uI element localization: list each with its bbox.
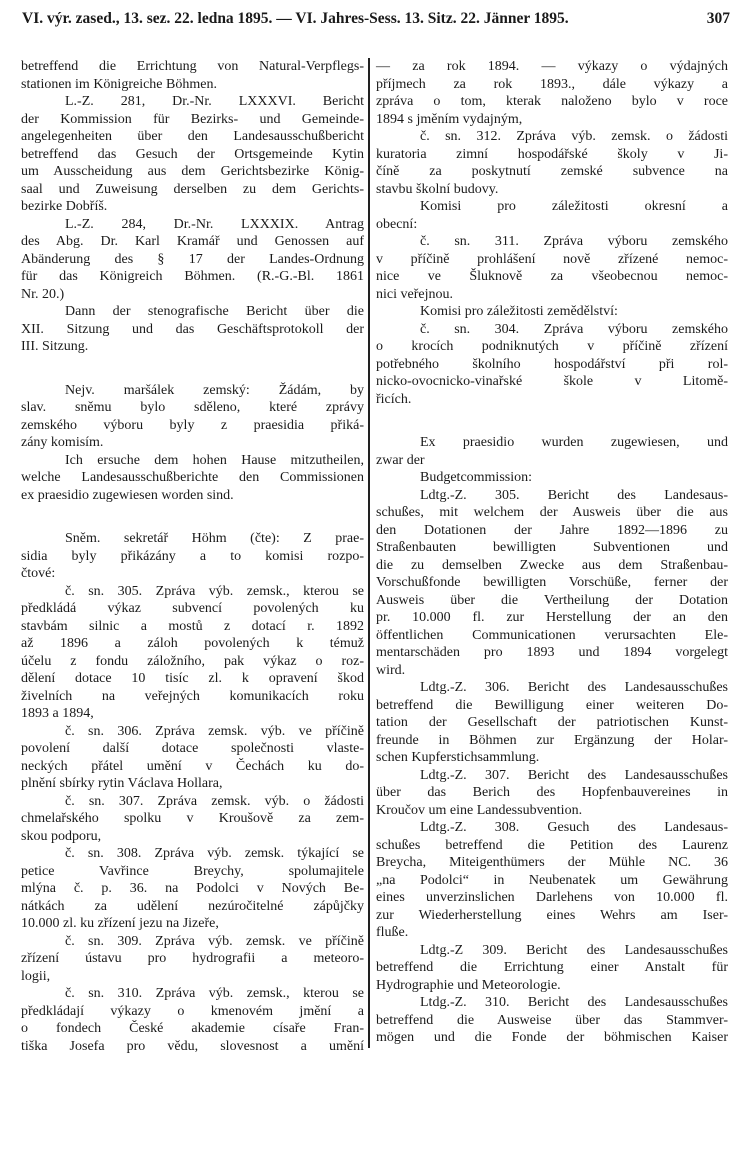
text-line: předkládají výkazy o kmenovém jmění a: [21, 1003, 364, 1019]
text-line: skou podporu,: [21, 828, 102, 844]
paragraph: [376, 128, 728, 198]
text-line: „na Podolci“ in Neubenatek um Gewährung: [376, 872, 728, 888]
header-title: VI. výr. zased., 13. sez. 22. ledna 1895. — VI. Jahres-Sess. 13. Sitz. 22. Jänner 1895.: [22, 10, 569, 27]
text-line: bezirke Dobříš.: [21, 199, 108, 214]
text-line: kuratoria zimní hospodářské školy v Ji-: [376, 146, 728, 162]
text-line: wird.: [376, 662, 406, 678]
text-line: Vorschußfonde bewilligten Vorschüße, ferner der: [376, 575, 728, 590]
text-line: für das Königreich Böhmen. (R.-G.-Bl. 1861: [21, 269, 364, 284]
text-line: obecní:: [376, 216, 418, 232]
text-line: 1894 s jměním vydajným,: [376, 111, 523, 127]
text-line: číně za poskytnutí zemské subvence na: [376, 164, 728, 179]
paragraph: [21, 985, 364, 1055]
text-line: den Dotationen der Jahre 1892—1896 zu: [376, 522, 728, 538]
text-line: o krocích podniknutých v příčině zřízení: [376, 339, 728, 354]
text-line: schußes, mit welchem der Ausweis über die aus: [376, 505, 728, 520]
paragraph: [21, 93, 364, 216]
paragraph: [376, 469, 728, 487]
text-line: Breycha, Miteigenthümers der Mühle NC. 36: [376, 855, 728, 870]
text-line: předkládá výkaz subvencí povolených ku: [21, 601, 364, 616]
text-line: nici veřejnou.: [376, 286, 453, 302]
text-line: L.-Z. 281, Dr.-Nr. LXXXVI. Bericht: [65, 94, 364, 109]
paragraph: [21, 382, 364, 452]
text-line: — za rok 1894. — výkazy o výdajných: [376, 59, 728, 74]
paragraph: [376, 942, 728, 995]
text-line: Budgetcommission:: [420, 470, 532, 485]
text-line: Ldtg.-Z. 307. Bericht des Landesausschußes: [420, 767, 728, 783]
text-line: schußes betreffend die Petition des Laurenz: [376, 837, 728, 853]
text-line: řicích.: [376, 391, 412, 407]
text-line: um Ausscheidung aus dem Gerichtsbezirke König-: [21, 164, 364, 179]
text-line: betreffend die Bewilligung einer weiteren Do-: [376, 697, 728, 713]
text-line: mlýna č. p. 36. na Podolci v Nových Be-: [21, 881, 364, 896]
text-line: zřízení ústavu pro hydrografii a meteoro-: [21, 951, 364, 966]
text-line: stationen im Königreiche Böhmen.: [21, 76, 217, 92]
running-header: [22, 10, 730, 28]
text-line: Ltdg.-Z. 310. Bericht des Landesausschußes: [420, 995, 728, 1010]
paragraph: [21, 723, 364, 793]
text-line: nice ve Šluknově za všeobecnou nemoc-: [376, 269, 728, 284]
text-line: zur Wiederherstellung eines Wehrs am Iser-: [376, 907, 728, 923]
paragraph: [21, 452, 364, 505]
paragraph: [376, 233, 728, 303]
text-line: 10.000 zl. ku zřízení jezu na Jizeře,: [21, 916, 219, 931]
text-line: ex praesidio zugewiesen worden sind.: [21, 487, 234, 503]
text-line: živelních na veřejných komunikacích roku: [21, 688, 364, 704]
text-line: nátkách za udělení nezúročitelné zápůjčky: [21, 898, 364, 914]
text-line: Ich ersuche dem hohen Hause mitzutheilen,: [65, 452, 364, 468]
text-line: zpráva o tom, kterak naloženo bylo v roce: [376, 94, 728, 109]
text-line: XII. Sitzung und das Geschäftsprotokoll der: [21, 321, 364, 337]
text-line: öffentlichen Communicationen verursachten Ele-: [376, 627, 728, 643]
text-line: Ldtg.-Z. 308. Gesuch des Landesaus-: [420, 820, 728, 835]
text-line: č. sn. 311. Zpráva výboru zemského: [420, 234, 728, 249]
page-number: 307: [706, 10, 730, 27]
paragraph: [21, 583, 364, 723]
text-line: freunde in Böhmen zur Ergänzung der Holar-: [376, 732, 728, 748]
text-line: über das Berich des Hopfenbauvereines in: [376, 785, 728, 800]
text-line: L.-Z. 284, Dr.-Nr. LXXXIX. Antrag: [65, 216, 364, 232]
paragraph: [21, 845, 364, 933]
paragraph: [376, 434, 728, 469]
text-line: dělení dotace 10 tisíc zl. k opravení škod: [21, 671, 364, 686]
text-line: chmelařského spolku v Kroušově za zem-: [21, 811, 364, 826]
text-line: fluße.: [376, 925, 409, 940]
text-line: potřebného školního hospodářství při rol-: [376, 356, 728, 372]
paragraph: [21, 793, 364, 846]
paragraph: [376, 321, 728, 409]
right-column: [376, 58, 728, 1047]
paragraph: [376, 58, 728, 128]
text-line: Abänderung des § 17 der Landes-Ordnung: [21, 251, 364, 267]
text-line: Ex praesidio wurden zugewiesen, und: [420, 435, 728, 450]
text-line: č. sn. 308. Zpráva výb. zemsk. týkající se: [65, 846, 364, 861]
text-line: Ldtg.-Z. 306. Bericht des Landesausschußes: [420, 680, 728, 695]
paragraph: [21, 303, 364, 356]
text-line: nicko-ovocnicko-vinařské škole v Litomě-: [376, 374, 728, 389]
text-line: mentarschäden pro 1893 und 1894 vorgelegt: [376, 645, 728, 660]
text-line: slav. sněmu bylo sděleno, které zprávy: [21, 400, 364, 415]
text-line: Kroučov um eine Landessubvention.: [376, 802, 583, 818]
text-line: neckých přátel umění v Čechách ku do-: [21, 758, 364, 774]
text-line: betreffend das Gesuch der Ortsgemeinde Kytin: [21, 146, 364, 162]
text-line: Nejv. maršálek zemský: Žádám, by: [65, 382, 364, 398]
text-line: č. sn. 307. Zpráva zemsk. výb. o žádosti: [65, 793, 364, 809]
paragraph: [376, 994, 728, 1047]
paragraph: [376, 198, 728, 233]
text-line: mögen und die Fonde der böhmischen Kaiser: [376, 1030, 728, 1045]
text-line: logii,: [21, 968, 51, 984]
paragraph: [376, 487, 728, 680]
text-line: saal und Zuweisung derselben zu dem Gerichts-: [21, 181, 364, 197]
text-line: welche Landesausschußberichte den Commissionen: [21, 470, 364, 485]
text-line: eines unverzinslichen Darlehens von 10.000 fl.: [376, 890, 728, 905]
text-line: čtové:: [21, 566, 56, 581]
text-line: č. sn. 304. Zpráva výboru zemského: [420, 321, 728, 337]
text-line: des Abg. Dr. Karl Kramář und Genossen auf: [21, 234, 364, 249]
text-line: Hydrographie und Meteorologie.: [376, 977, 561, 993]
paragraph: [21, 530, 364, 583]
text-line: Ausweis über die Vertheilung der Dotation: [376, 592, 728, 608]
text-line: Ldtg.-Z. 305. Bericht des Landesaus-: [420, 487, 728, 503]
paragraph: [376, 679, 728, 767]
text-line: zemského výboru byly z praesidia přiká-: [21, 417, 364, 433]
text-line: der Kommission für Bezirks- und Gemeinde-: [21, 111, 364, 127]
text-line: povolení další dotace společnosti vlaste-: [21, 741, 364, 756]
text-line: Sněm. sekretář Höhm (čte): Z prae-: [65, 531, 364, 546]
text-line: petice Vavřince Breychy, spolumajitele: [21, 863, 364, 879]
text-line: zwar der: [376, 452, 425, 468]
text-line: die zu demselben Zwecke aus dem Straßenbau-: [376, 557, 728, 573]
paragraph: [376, 303, 728, 321]
paragraph: [21, 216, 364, 304]
text-line: Straßenbauten bewilligten Subventionen und: [376, 540, 728, 555]
text-line: Ldtg.-Z 309. Bericht des Landesausschußes: [420, 942, 728, 958]
left-column: [21, 58, 364, 1055]
text-line: plnění sbírky rytin Václava Hollara,: [21, 776, 223, 791]
text-line: tation der Gesellschaft der patriotischen Kunst-: [376, 715, 728, 730]
text-line: stavbám silnic a mostů z dotací r. 1892: [21, 618, 364, 634]
text-line: o fondech České akademie císaře Fran-: [21, 1021, 364, 1036]
paragraph: [21, 58, 364, 93]
text-line: Komisi pro záležitosti zemědělství:: [420, 304, 618, 319]
text-line: účelu z fondu záložního, pak výkaz o roz-: [21, 653, 364, 669]
text-line: angelegenheiten über den Landesausschußbericht: [21, 129, 364, 144]
text-line: stavbu školní budovy.: [376, 181, 499, 197]
text-line: betreffend die Errichtung von Natural-Verpflegs-: [21, 59, 364, 74]
text-line: až 1896 a záloh povolených k témuž: [21, 636, 364, 651]
text-line: č. sn. 310. Zpráva výb. zemsk., kterou se: [65, 986, 364, 1001]
paragraph: [376, 819, 728, 942]
text-line: v příčině prohlášení nově zřízené nemoc-: [376, 251, 728, 267]
text-line: č. sn. 309. Zpráva výb. zemsk. ve příčině: [65, 933, 364, 949]
text-line: pr. 10.000 fl. zur Herstellung der an den: [376, 610, 728, 625]
text-line: Komisi pro záležitosti okresní a: [420, 199, 728, 214]
text-line: III. Sitzung.: [21, 339, 89, 354]
text-line: Dann der stenografische Bericht über die: [65, 304, 364, 319]
text-line: sidia byly přikázány a to komisi rozpo-: [21, 548, 364, 564]
text-line: betreffend die Ausweise über das Stammver-: [376, 1012, 728, 1028]
paragraph: [21, 933, 364, 986]
text-line: schen Kupferstichsammlung.: [376, 750, 540, 765]
text-line: Nr. 20.): [21, 286, 65, 302]
text-line: č. sn. 312. Zpráva výb. zemsk. o žádosti: [420, 129, 728, 144]
text-line: č. sn. 306. Zpráva zemsk. výb. ve příčině: [65, 723, 364, 739]
paragraph: [376, 767, 728, 820]
text-line: č. sn. 305. Zpráva výb. zemsk., kterou se: [65, 583, 364, 599]
column-divider: [368, 58, 370, 1048]
text-line: příjmech za rok 1893., dále výkazy a: [376, 76, 728, 92]
text-line: 1893 a 1894,: [21, 706, 94, 721]
text-line: zány komisím.: [21, 435, 104, 450]
text-line: tiška Josefa pro vědu, slovesnost a umění: [21, 1038, 364, 1054]
text-line: betreffend die Errichtung einer Anstalt für: [376, 960, 728, 975]
